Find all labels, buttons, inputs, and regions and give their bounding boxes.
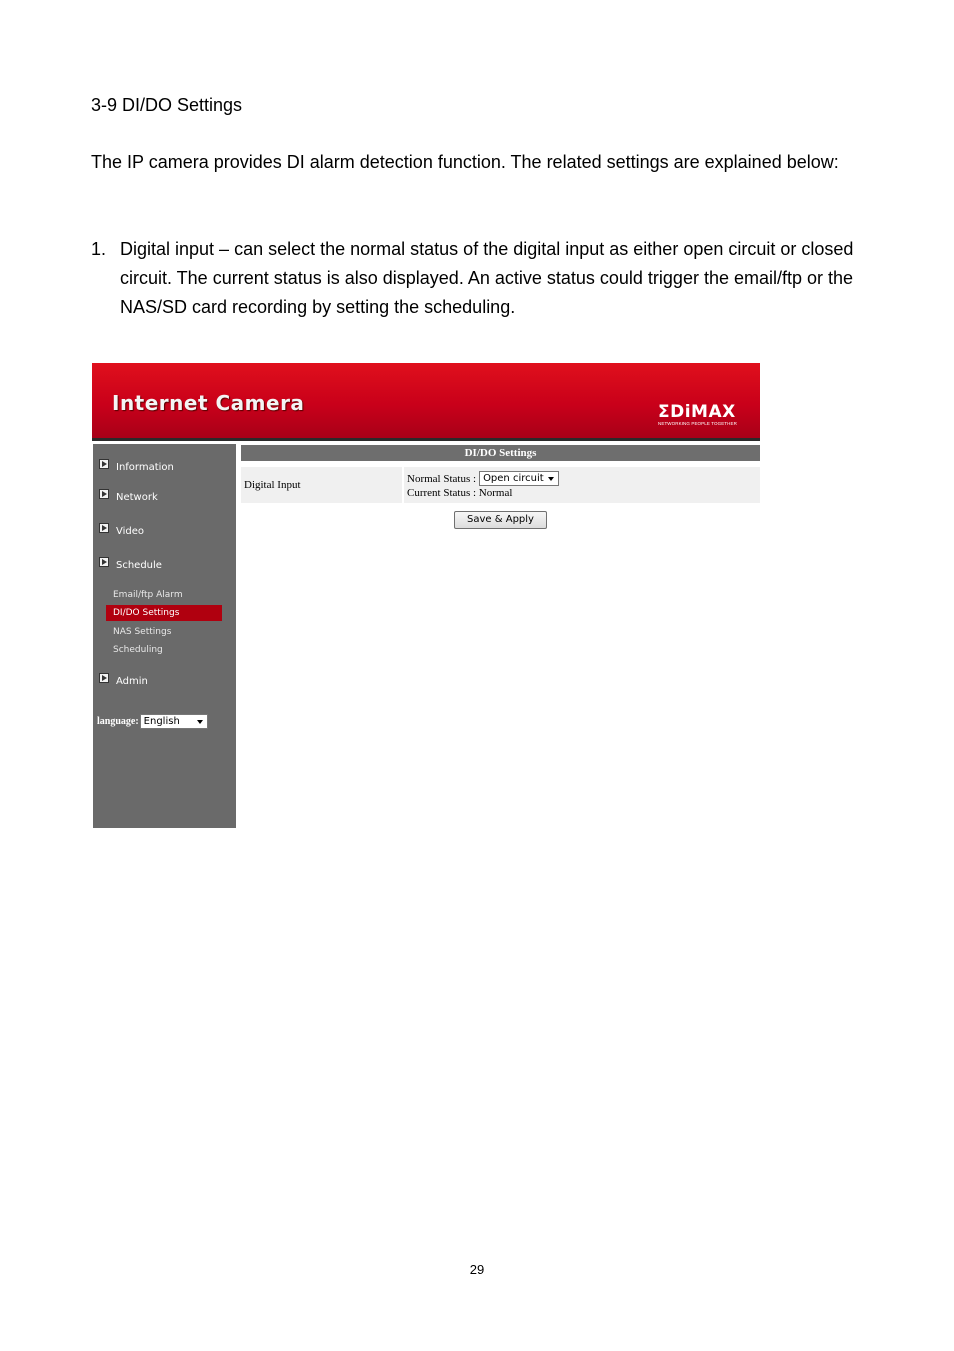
sidebar-item-video[interactable] [99, 526, 144, 537]
sidebar-subitem-email-ftp-alarm[interactable]: Email/ftp Alarm [113, 590, 183, 600]
normal-status-select-value: Open circuit [483, 473, 544, 484]
sidebar-item-label: Information [116, 462, 174, 473]
digital-input-label: Digital Input [241, 467, 402, 503]
banner-title: Internet Camera [112, 391, 305, 415]
sidebar-item-label: Admin [116, 676, 148, 687]
sidebar-item-information[interactable] [99, 462, 174, 473]
sidebar-subitem-scheduling[interactable]: Scheduling [113, 645, 163, 655]
sidebar-item-schedule[interactable] [99, 560, 162, 571]
arrow-right-icon [99, 459, 109, 469]
normal-status-line [407, 471, 559, 486]
chevron-down-icon [548, 477, 554, 481]
digital-input-value-cell [404, 467, 760, 503]
section-title-bar: DI/DO Settings [241, 445, 760, 461]
camera-web-ui-screenshot [92, 363, 760, 828]
language-label: language: [97, 716, 139, 727]
sidebar-item-label: Schedule [116, 560, 162, 571]
arrow-right-icon [99, 523, 109, 533]
page-number: 29 [469, 1262, 485, 1277]
language-select-value: English [143, 716, 180, 727]
banner [92, 363, 760, 441]
sidebar [93, 444, 236, 828]
section-heading: 3-9 DI/DO Settings [91, 95, 243, 115]
logo-name: ΣDiMAX [658, 402, 736, 422]
arrow-right-icon [99, 489, 109, 499]
list-number: 1. [91, 239, 107, 259]
normal-status-label: Normal Status : [407, 472, 477, 485]
arrow-right-icon [99, 673, 109, 683]
sidebar-subitem-dido-settings[interactable]: DI/DO Settings [106, 605, 222, 621]
save-apply-button[interactable]: Save & Apply [454, 511, 547, 529]
sidebar-item-network[interactable] [99, 492, 158, 503]
sidebar-subitem-nas-settings[interactable]: NAS Settings [113, 627, 172, 637]
edimax-logo [658, 403, 737, 427]
sidebar-item-label: Network [116, 492, 158, 503]
language-select[interactable] [140, 714, 208, 729]
list-item-text: Digital input – can select the normal status of the digital input as either open circuit or closed circuit. The current status is also displayed. An active status could trigger the email/ftp or the NAS/SD card recording by setting the scheduling. [120, 239, 854, 317]
digital-input-row [241, 467, 760, 503]
sidebar-item-label: Video [116, 526, 145, 537]
chevron-down-icon [197, 720, 203, 724]
logo-tagline: NETWORKING PEOPLE TOGETHER [658, 421, 737, 426]
current-status-text: Current Status : Normal [407, 487, 513, 499]
sidebar-item-admin[interactable] [99, 676, 148, 687]
arrow-right-icon [99, 557, 109, 567]
normal-status-select[interactable] [479, 471, 559, 486]
language-row [97, 714, 208, 729]
intro-paragraph: The IP camera provides DI alarm detection function. The related settings are explained below: [91, 152, 839, 172]
